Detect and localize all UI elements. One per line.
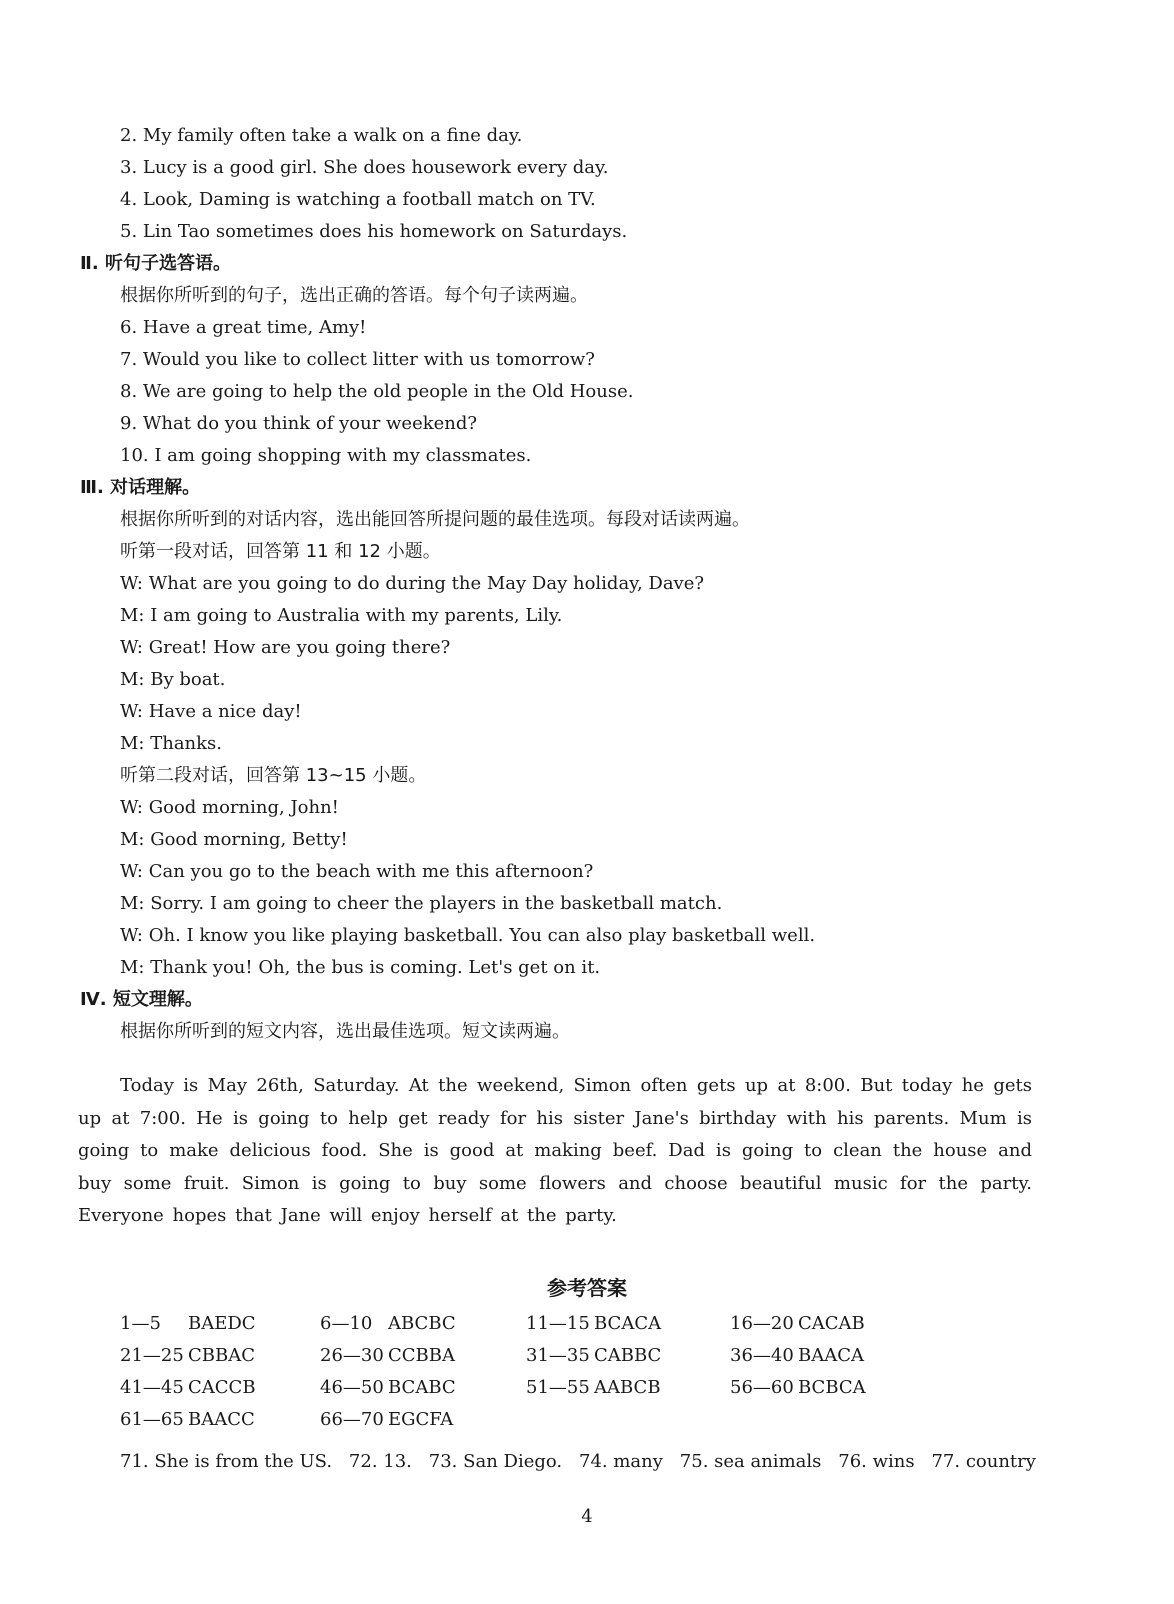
answer-keys: AABCB bbox=[594, 1377, 661, 1398]
answer-keys: BCABC bbox=[388, 1377, 456, 1398]
answer-range: 16—20 bbox=[730, 1313, 794, 1334]
dialog1-intro: 听第一段对话，回答第 11 和 12 小题。 bbox=[120, 541, 441, 562]
dialog2-line: W: Can you go to the beach with me this afternoon? bbox=[120, 861, 594, 882]
answer-range: 51—55 bbox=[526, 1377, 590, 1398]
answer-keys: BAEDC bbox=[188, 1313, 256, 1334]
dialog1-line: M: Thanks. bbox=[120, 733, 223, 754]
answer-keys: CCBBA bbox=[388, 1345, 455, 1366]
answer-group bbox=[526, 1312, 661, 1336]
section4-instruction: 根据你所听到的短文内容，选出最佳选项。短文读两遍。 bbox=[120, 1021, 570, 1042]
answer-range: 26—30 bbox=[320, 1345, 384, 1366]
answer-range: 46—50 bbox=[320, 1377, 384, 1398]
fill-answer: 72. 13. bbox=[348, 1451, 412, 1472]
answer-keys: BAACC bbox=[188, 1409, 255, 1430]
dialog2-line: W: Good morning, John! bbox=[120, 797, 339, 818]
fill-in-answers bbox=[120, 1450, 1036, 1474]
section3-instruction: 根据你所听到的对话内容，选出能回答所提问题的最佳选项。每段对话读两遍。 bbox=[120, 509, 750, 530]
answer-group bbox=[120, 1376, 256, 1400]
answer-range: 66—70 bbox=[320, 1409, 384, 1430]
section2-item: 6. Have a great time, Amy! bbox=[120, 317, 367, 338]
answer-range: 31—35 bbox=[526, 1345, 590, 1366]
fill-answer: 77. country bbox=[931, 1451, 1036, 1472]
section2-item: 7. Would you like to collect litter with us tomorrow? bbox=[120, 349, 595, 370]
answer-keys: ABCBC bbox=[388, 1313, 456, 1334]
part1-item-3: 3. Lucy is a good girl. She does housework every day. bbox=[120, 157, 609, 178]
section4-heading: Ⅳ. 短文理解。 bbox=[80, 989, 203, 1010]
answer-keys: CABBC bbox=[594, 1345, 662, 1366]
dialog2-intro: 听第二段对话，回答第 13~15 小题。 bbox=[120, 765, 427, 786]
dialog2-line: M: Good morning, Betty! bbox=[120, 829, 348, 850]
answer-keys: CACAB bbox=[798, 1313, 865, 1334]
answer-range: 21—25 bbox=[120, 1345, 184, 1366]
part1-item-4: 4. Look, Daming is watching a football match on TV. bbox=[120, 189, 596, 210]
section4-passage: Today is May 26th, Saturday. At the weekend, Simon often gets up at 8:00. But today he gets up at 7:00. He is going to help get ready for his sister Jane's birthday with his parents. Mum is going to make delicious food. She is good at making beef. Dad is going to clean the house and buy some fruit. Simon is going to buy some flowers and choose beautiful music for the party. Everyone hopes that Jane will enjoy herself at the party. bbox=[78, 1075, 1032, 1226]
dialog2-line: M: Sorry. I am going to cheer the players in the basketball match. bbox=[120, 893, 723, 914]
answer-group bbox=[320, 1344, 455, 1368]
section2-item: 9. What do you think of your weekend? bbox=[120, 413, 478, 434]
answer-group bbox=[320, 1408, 453, 1432]
page-number: 4 bbox=[581, 1506, 593, 1527]
dialog1-line: W: Have a nice day! bbox=[120, 701, 302, 722]
fill-answer: 75. sea animals bbox=[679, 1451, 822, 1472]
dialog1-line: W: Great! How are you going there? bbox=[120, 637, 451, 658]
answer-keys: EGCFA bbox=[388, 1409, 454, 1430]
answer-group bbox=[120, 1312, 256, 1336]
dialog1-line: W: What are you going to do during the May Day holiday, Dave? bbox=[120, 573, 705, 594]
section2-instruction: 根据你所听到的句子，选出正确的答语。每个句子读两遍。 bbox=[120, 285, 588, 306]
fill-answer: 76. wins bbox=[838, 1451, 915, 1472]
dialog1-line: M: By boat. bbox=[120, 669, 226, 690]
dialog1-line: M: I am going to Australia with my parents, Lily. bbox=[120, 605, 563, 626]
answer-group bbox=[730, 1376, 866, 1400]
answer-keys: BCBCA bbox=[798, 1377, 866, 1398]
answer-group bbox=[526, 1344, 661, 1368]
answer-group bbox=[730, 1312, 865, 1336]
part1-item-2: 2. My family often take a walk on a fine day. bbox=[120, 125, 523, 146]
answer-group bbox=[320, 1376, 456, 1400]
answers-title: 参考答案 bbox=[547, 1276, 627, 1300]
dialog2-line: M: Thank you! Oh, the bus is coming. Let's get on it. bbox=[120, 957, 601, 978]
answer-group bbox=[730, 1344, 864, 1368]
section2-heading: Ⅱ. 听句子选答语。 bbox=[80, 253, 231, 274]
part1-item-5: 5. Lin Tao sometimes does his homework on Saturdays. bbox=[120, 221, 628, 242]
answer-group bbox=[526, 1376, 661, 1400]
answer-range: 11—15 bbox=[526, 1313, 590, 1334]
fill-answer: 74. many bbox=[579, 1451, 663, 1472]
section2-item: 10. I am going shopping with my classmates. bbox=[120, 445, 532, 466]
answer-keys: CACCB bbox=[188, 1377, 256, 1398]
dialog2-line: W: Oh. I know you like playing basketball. You can also play basketball well. bbox=[120, 925, 816, 946]
fill-answer: 73. San Diego. bbox=[428, 1451, 563, 1472]
answer-keys: CBBAC bbox=[188, 1345, 255, 1366]
fill-answer: 71. She is from the US. bbox=[120, 1451, 333, 1472]
answer-range: 1—5 bbox=[120, 1313, 161, 1334]
answer-range: 41—45 bbox=[120, 1377, 184, 1398]
answer-range: 6—10 bbox=[320, 1313, 373, 1334]
answer-keys: BAACA bbox=[798, 1345, 864, 1366]
section2-item: 8. We are going to help the old people in the Old House. bbox=[120, 381, 634, 402]
answer-group bbox=[120, 1344, 255, 1368]
answer-range: 36—40 bbox=[730, 1345, 794, 1366]
answer-group bbox=[320, 1312, 456, 1336]
answer-range: 61—65 bbox=[120, 1409, 184, 1430]
answer-range: 56—60 bbox=[730, 1377, 794, 1398]
answer-group bbox=[120, 1408, 255, 1432]
section3-heading: Ⅲ. 对话理解。 bbox=[80, 477, 201, 498]
answer-keys: BCACA bbox=[594, 1313, 662, 1334]
